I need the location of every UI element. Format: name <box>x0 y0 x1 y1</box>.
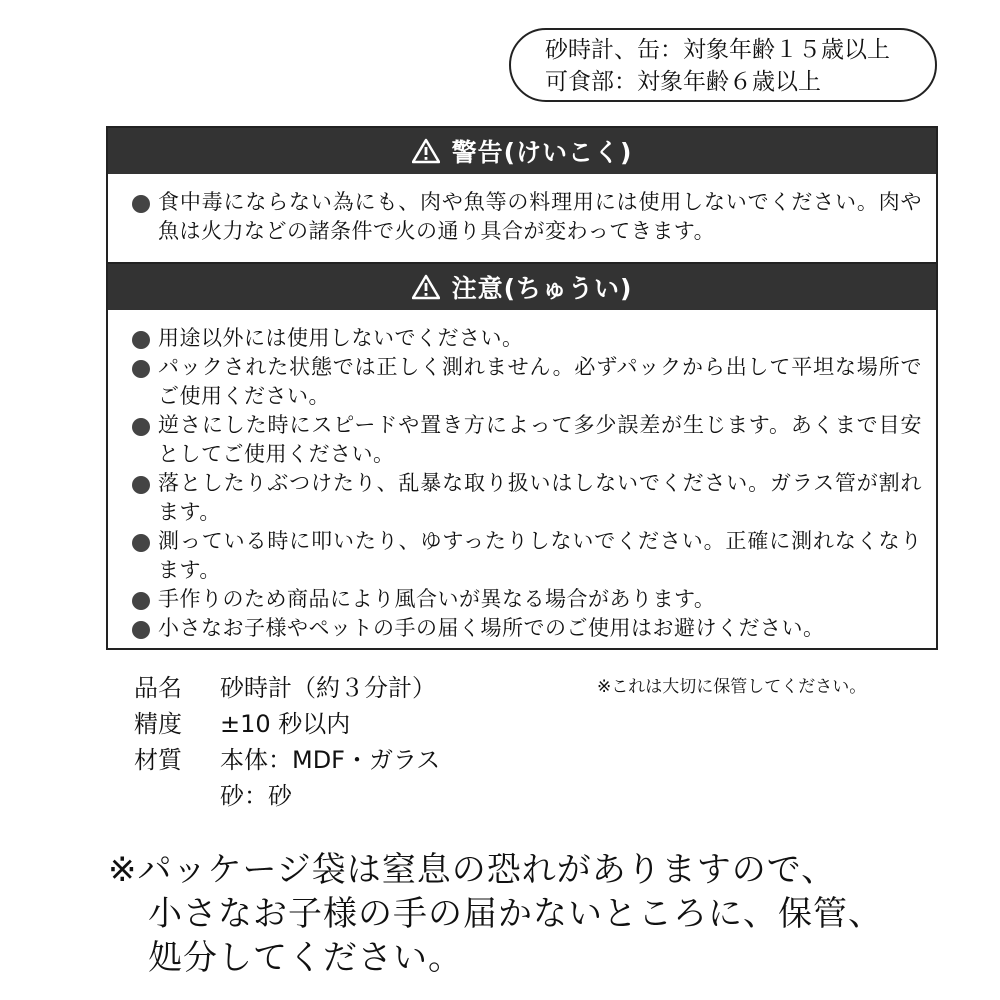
caution-header <box>108 262 936 310</box>
warning-item-text: 食中毒にならない為にも、肉や魚等の料理用には使用しないでください。肉や魚は火力などの諸条件で火の通り具合が変わってきます。 <box>158 190 922 243</box>
caution-item <box>132 469 922 527</box>
spec-value: 砂：砂 <box>220 782 292 810</box>
bullet-icon <box>132 476 150 494</box>
package-note-line-1: ※パッケージ袋は窒息の恐れがありますので、 <box>108 850 837 890</box>
spec-row-accuracy <box>134 706 440 742</box>
warning-item <box>132 188 922 246</box>
package-note-line-3: 処分してください。 <box>148 938 463 978</box>
caution-item <box>132 614 922 643</box>
spec-label: 精度 <box>134 710 182 738</box>
caution-item <box>132 353 922 411</box>
caution-title: 注意(ちゅうい) <box>451 274 633 303</box>
age-rating-line-1: 砂時計、缶：対象年齢１５歳以上 <box>545 37 890 63</box>
spec-row-material-sand <box>134 778 440 814</box>
warning-triangle-icon <box>412 138 440 164</box>
caution-item-text: パックされた状態では正しく測れません。必ずパックから出して平坦な場所でご使用ください。 <box>158 355 922 408</box>
caution-item <box>132 411 922 469</box>
caution-item-text: 小さなお子様やペットの手の届く場所でのご使用はお避けください。 <box>158 616 825 640</box>
warning-triangle-icon <box>412 274 440 300</box>
safety-panel <box>106 126 938 650</box>
caution-item <box>132 324 922 353</box>
caution-item <box>132 585 922 614</box>
caution-body <box>108 310 936 643</box>
spec-row-name <box>134 670 440 706</box>
warning-body <box>108 174 936 262</box>
package-warning-note <box>108 848 883 980</box>
caution-item-text: 手作りのため商品により風合いが異なる場合があります。 <box>158 587 716 611</box>
caution-item-text: 測っている時に叩いたり、ゆすったりしないでください。正確に測れなくなります。 <box>158 529 922 582</box>
product-specs <box>134 670 440 814</box>
bullet-icon <box>132 331 150 349</box>
spec-label: 材質 <box>134 746 182 774</box>
warning-title: 警告(けいこく) <box>451 138 633 167</box>
spec-row-material <box>134 742 440 778</box>
age-rating-box <box>509 28 937 102</box>
bullet-icon <box>132 592 150 610</box>
caution-item-text: 用途以外には使用しないでください。 <box>158 326 524 350</box>
caution-item <box>132 527 922 585</box>
spec-value: 砂時計（約３分計） <box>220 674 436 702</box>
bullet-icon <box>132 621 150 639</box>
package-note-line-2: 小さなお子様の手の届かないところに、保管、 <box>148 894 883 934</box>
spec-value: 本体：MDF・ガラス <box>220 746 441 774</box>
keep-note: ※これは大切に保管してください。 <box>597 677 867 697</box>
bullet-icon <box>132 195 150 213</box>
spec-label: 品名 <box>134 674 182 702</box>
bullet-icon <box>132 534 150 552</box>
warning-header <box>108 128 936 174</box>
caution-item-text: 落としたりぶつけたり、乱暴な取り扱いはしないでください。ガラス管が割れます。 <box>158 471 922 524</box>
bullet-icon <box>132 418 150 436</box>
age-rating-line-2: 可食部：対象年齢６歳以上 <box>545 69 821 95</box>
bullet-icon <box>132 360 150 378</box>
caution-item-text: 逆さにした時にスピードや置き方によって多少誤差が生じます。あくまで目安としてご使用ください。 <box>158 413 922 466</box>
spec-value: ±10 秒以内 <box>220 710 351 738</box>
